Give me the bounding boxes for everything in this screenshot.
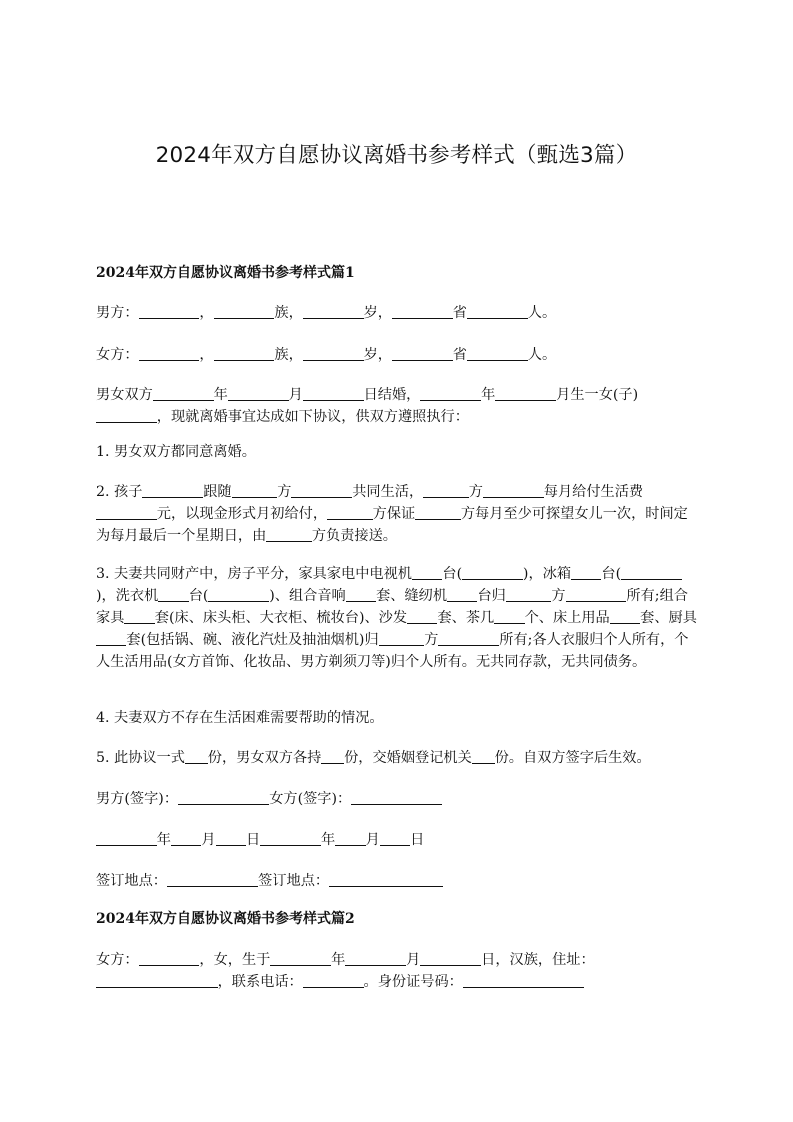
blank-field — [351, 790, 442, 805]
blank-field — [483, 483, 544, 498]
blank-field — [407, 609, 437, 624]
clause-2: 2. 孩子 跟随 方 共同生活， 方 每月给付生活费元，以现金形式月初给付， 方保证 方每月至少可探望女儿一次，时间定为每月最后一个星期日，由 方负责接送。 — [96, 484, 688, 544]
paragraph-marriage-intro: 男女双方 年 月 日结婚， 年 月生一女(子)，现就离婚事宜达成如下协议，供双方遵照执行： — [96, 387, 639, 425]
blank-field — [303, 304, 364, 319]
blank-field — [346, 587, 376, 602]
blank-field — [228, 386, 289, 401]
blank-field — [171, 831, 201, 846]
blank-field — [566, 587, 627, 602]
blank-field — [321, 749, 344, 764]
blank-field — [139, 304, 200, 319]
blank-field — [178, 790, 269, 805]
blank-field — [467, 346, 528, 361]
blank-field — [423, 483, 469, 498]
section-1-heading: 2024年双方自愿协议离婚书参考样式篇1 — [96, 265, 355, 281]
blank-field — [124, 609, 154, 624]
paragraph-man-info: 男方： ， 族， 岁， 省 人。 — [96, 305, 557, 321]
paragraph-woman-info: 女方： ， 族， 岁， 省 人。 — [96, 347, 557, 363]
blank-field — [494, 609, 524, 624]
blank-field — [303, 346, 364, 361]
date-line: 年 月 日 年 月 日 — [96, 829, 698, 851]
blank-field — [610, 609, 640, 624]
blank-field — [291, 483, 352, 498]
blank-field — [216, 831, 246, 846]
clause-3: 3. 夫妻共同财产中，房子平分，家具家电中电视机 台( )，冰箱 台()，洗衣机 台( )、组合音响 套、缝纫机 台归 方 所有;组合家具 套(床、床头柜、大衣柜、梳妆台)、沙发 套、茶几 个、床上用品 套、厨具套(包括锅、碗、液化汽灶及抽油烟机)归 方 所有;各人衣服归个人所有，个人生活用品(女方首饰、化妆品、男方剃须刀等)归个人所有。无共同存款，无共同债务。 — [96, 566, 697, 670]
blank-field — [96, 631, 126, 646]
blank-field — [392, 346, 453, 361]
blank-field — [467, 304, 528, 319]
blank-field — [270, 951, 331, 966]
blank-field — [420, 951, 481, 966]
signing-place-line: 签订地点： 签订地点： — [96, 870, 698, 892]
blank-field — [142, 483, 203, 498]
blank-field — [327, 505, 373, 520]
blank-field — [185, 749, 208, 764]
blank-field — [96, 505, 157, 520]
blank-field — [260, 831, 321, 846]
blank-field — [303, 386, 364, 401]
blank-field — [379, 631, 425, 646]
blank-field — [303, 973, 364, 988]
blank-field — [139, 951, 200, 966]
paragraph-woman-details: 女方： ，女，生于 年 月 日，汉族，住址：，联系电话： 。身份证号码： — [96, 952, 595, 990]
blank-field — [415, 505, 461, 520]
blank-field — [438, 631, 499, 646]
blank-field — [420, 386, 481, 401]
blank-field — [380, 831, 410, 846]
signature-line: 男方(签字)： 女方(签字)： — [96, 788, 698, 810]
blank-field — [462, 565, 523, 580]
blank-field — [214, 346, 275, 361]
blank-field — [392, 304, 453, 319]
clause-5: 5. 此协议一式 份，男女双方各持 份，交婚姻登记机关 份。自双方签字后生效。 — [96, 750, 651, 766]
blank-field — [214, 304, 275, 319]
blank-field — [335, 831, 365, 846]
blank-field — [621, 565, 682, 580]
blank-field — [345, 951, 406, 966]
blank-field — [447, 587, 477, 602]
blank-field — [167, 872, 258, 887]
blank-field — [472, 749, 495, 764]
clause-4: 4. 夫妻双方不存在生活困难需要帮助的情况。 — [96, 710, 384, 726]
blank-field — [153, 386, 214, 401]
blank-field — [232, 483, 278, 498]
blank-field — [495, 386, 556, 401]
blank-field — [96, 831, 157, 846]
blank-field — [571, 565, 601, 580]
blank-field — [266, 527, 312, 542]
blank-field — [158, 587, 188, 602]
document-title: 2024年双方自愿协议离婚书参考样式（甄选3篇） — [155, 143, 638, 168]
blank-field — [208, 587, 269, 602]
blank-field — [412, 565, 442, 580]
blank-field — [463, 973, 585, 988]
clause-1: 1. 男女双方都同意离婚。 — [96, 444, 256, 460]
section-2-heading: 2024年双方自愿协议离婚书参考样式篇2 — [96, 911, 355, 927]
blank-field — [96, 973, 218, 988]
blank-field — [96, 408, 157, 423]
blank-field — [329, 872, 443, 887]
blank-field — [139, 346, 200, 361]
blank-field — [506, 587, 552, 602]
